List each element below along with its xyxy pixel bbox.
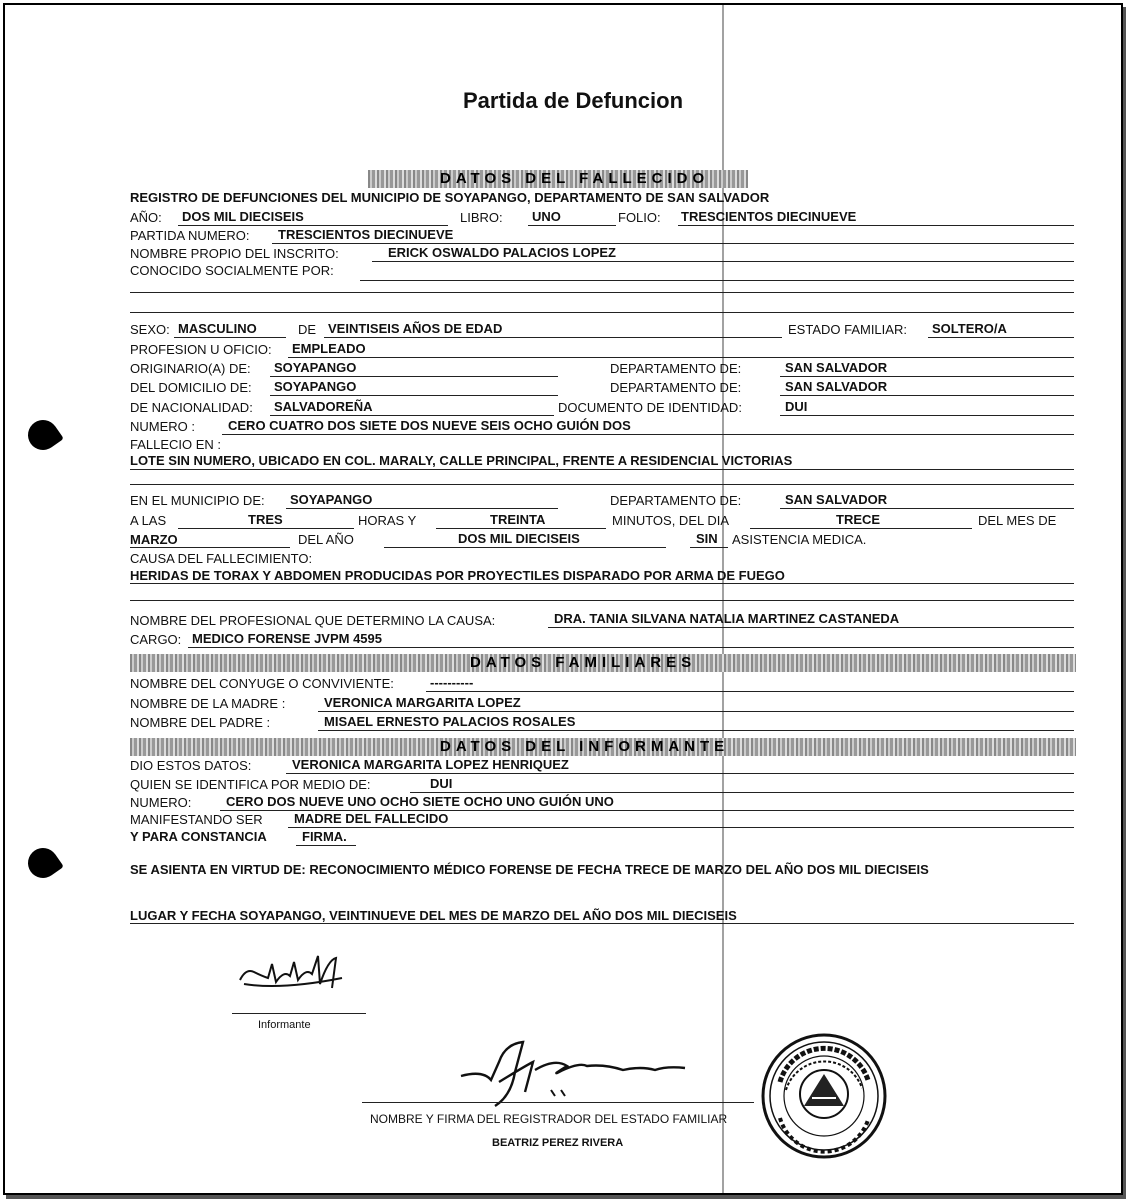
value-dep1: SAN SALVADOR — [785, 360, 888, 375]
label-minutos: MINUTOS, DEL DIA — [612, 513, 730, 528]
asienta-text: SE ASIENTA EN VIRTUD DE: RECONOCIMIENTO MÉDICO FORENSE DE FECHA TRECE DE MARZO DEL AÑO DOS MIL DIECISEIS — [130, 862, 929, 877]
value-lugar: LOTE SIN NUMERO, UBICADO EN COL. MARALY, CALLE PRINCIPAL, FRENTE A RESIDENCIAL VICTORIAS — [130, 453, 793, 468]
label-horas: HORAS Y — [358, 513, 417, 528]
value-municipio: SOYAPANGO — [290, 492, 373, 507]
label-conocido: CONOCIDO SOCIALMENTE POR: — [130, 263, 334, 278]
value-dep2: SAN SALVADOR — [785, 379, 888, 394]
label-partida: PARTIDA NUMERO: — [130, 228, 250, 243]
value-padre: MISAEL ERNESTO PALACIOS ROSALES — [324, 714, 576, 729]
label-cargo: CARGO: — [130, 632, 182, 647]
label-anio: AÑO: — [130, 210, 162, 225]
label-estado: ESTADO FAMILIAR: — [788, 322, 907, 337]
label-delanio: DEL AÑO — [298, 532, 354, 547]
value-madre: VERONICA MARGARITA LOPEZ — [324, 695, 521, 710]
value-causa: HERIDAS DE TORAX Y ABDOMEN PRODUCIDAS POR PROYECTILES DISPARADO POR ARMA DE FUEGO — [130, 568, 785, 583]
value-anio2: DOS MIL DIECISEIS — [458, 531, 580, 546]
value-profesion: EMPLEADO — [292, 341, 366, 356]
value-horas: TRES — [248, 512, 283, 527]
label-alas: A LAS — [130, 513, 167, 528]
section-title-family: DATOS FAMILIARES — [470, 654, 697, 671]
label-originario: ORIGINARIO(A) DE: — [130, 361, 251, 376]
value-partida: TRESCIENTOS DIECINUEVE — [278, 227, 454, 242]
value-libro: UNO — [532, 209, 561, 224]
section-title-deceased: DATOS DEL FALLECIDO — [440, 170, 710, 187]
lugar-fecha-text: LUGAR Y FECHA SOYAPANGO, VEINTINUEVE DEL MES DE MARZO DEL AÑO DOS MIL DIECISEIS — [130, 908, 737, 923]
label-documento: DOCUMENTO DE IDENTIDAD: — [558, 400, 742, 415]
label-de: DE — [298, 322, 317, 337]
value-folio: TRESCIENTOS DIECINUEVE — [681, 209, 857, 224]
label-departamento: DEPARTAMENTO DE: — [610, 380, 742, 395]
label-libro: LIBRO: — [460, 210, 503, 225]
label-conyuge: NOMBRE DEL CONYUGE O CONVIVIENTE: — [130, 676, 394, 691]
value-numero: CERO CUATRO DOS SIETE DOS NUEVE SEIS OCHO GUIÓN DOS — [228, 418, 631, 433]
page-title: Partida de Defuncion — [463, 88, 684, 113]
value-nacionalidad: SALVADOREÑA — [274, 399, 373, 414]
label-numero2: NUMERO: — [130, 795, 192, 810]
label-manifestando: MANIFESTANDO SER — [130, 812, 263, 827]
label-padre: NOMBRE DEL PADRE : — [130, 715, 271, 730]
value-sexo: MASCULINO — [178, 321, 257, 336]
label-nacionalidad: DE NACIONALIDAD: — [130, 400, 253, 415]
value-dep3: SAN SALVADOR — [785, 492, 888, 507]
registrador-caption: NOMBRE Y FIRMA DEL REGISTRADOR DEL ESTADO FAMILIAR — [370, 1112, 728, 1126]
label-folio: FOLIO: — [618, 210, 661, 225]
value-manifestando: MADRE DEL FALLECIDO — [294, 811, 449, 826]
value-estado: SOLTERO/A — [932, 321, 1007, 336]
label-departamento: DEPARTAMENTO DE: — [610, 361, 742, 376]
label-delmes: DEL MES DE — [978, 513, 1057, 528]
value-numero2: CERO DOS NUEVE UNO OCHO SIETE OCHO UNO GUIÓN UNO — [226, 794, 614, 809]
value-asistencia: SIN — [696, 531, 718, 546]
value-conyuge: ---------- — [430, 675, 474, 690]
section-title-informant: DATOS DEL INFORMANTE — [440, 738, 730, 755]
value-informante: VERONICA MARGARITA LOPEZ HENRIQUEZ — [292, 757, 569, 772]
value-documento: DUI — [785, 399, 808, 414]
label-causa: CAUSA DEL FALLECIMIENTO: — [130, 551, 313, 566]
value-identifica: DUI — [430, 776, 453, 791]
label-dio: DIO ESTOS DATOS: — [130, 758, 252, 773]
registrador-name: BEATRIZ PEREZ RIVERA — [492, 1137, 624, 1149]
label-numero: NUMERO : — [130, 419, 195, 434]
label-identifica: QUIEN SE IDENTIFICA POR MEDIO DE: — [130, 777, 371, 792]
value-firma: FIRMA. — [302, 829, 347, 844]
label-profesional: NOMBRE DEL PROFESIONAL QUE DETERMINO LA CAUSA: — [130, 613, 496, 628]
label-madre: NOMBRE DE LA MADRE : — [130, 696, 286, 711]
value-anio: DOS MIL DIECISEIS — [182, 209, 304, 224]
value-cargo: MEDICO FORENSE JVPM 4595 — [192, 631, 382, 646]
label-constancia: Y PARA CONSTANCIA — [130, 829, 267, 844]
value-originario: SOYAPANGO — [274, 360, 357, 375]
label-domicilio: DEL DOMICILIO DE: — [130, 380, 252, 395]
registrar-signature — [455, 1036, 695, 1108]
value-nombre: ERICK OSWALDO PALACIOS LOPEZ — [388, 245, 616, 260]
label-asistencia: ASISTENCIA MEDICA. — [732, 532, 867, 547]
value-profesional: DRA. TANIA SILVANA NATALIA MARTINEZ CASTANEDA — [554, 611, 900, 626]
informant-signature — [232, 950, 362, 1000]
value-dia: TRECE — [836, 512, 881, 527]
value-edad: VEINTISEIS AÑOS DE EDAD — [328, 321, 503, 336]
label-municipio: EN EL MUNICIPIO DE: — [130, 493, 265, 508]
official-seal — [760, 1032, 888, 1160]
value-domicilio: SOYAPANGO — [274, 379, 357, 394]
label-nombre: NOMBRE PROPIO DEL INSCRITO: — [130, 246, 339, 261]
informante-caption: Informante — [258, 1019, 311, 1031]
label-sexo: SEXO: — [130, 322, 170, 337]
label-departamento: DEPARTAMENTO DE: — [610, 493, 742, 508]
value-minutos: TREINTA — [490, 512, 546, 527]
label-profesion: PROFESION U OFICIO: — [130, 342, 272, 357]
value-mes: MARZO — [130, 532, 178, 547]
registro-heading: REGISTRO DE DEFUNCIONES DEL MUNICIPIO DE SOYAPANGO, DEPARTAMENTO DE SAN SALVADOR — [130, 190, 770, 205]
label-fallecio: FALLECIO EN : — [130, 437, 222, 452]
